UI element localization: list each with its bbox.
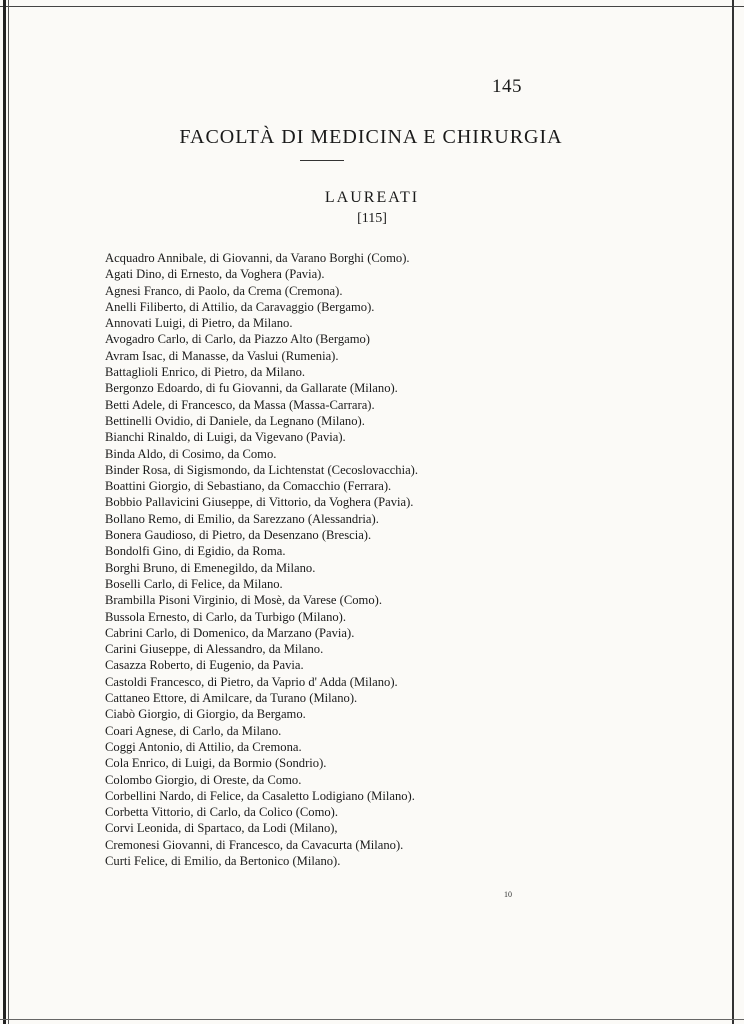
list-item: Casazza Roberto, di Eugenio, da Pavia. — [105, 658, 304, 673]
list-item: Borghi Bruno, di Emenegildo, da Milano. — [105, 560, 316, 575]
faculty-title — [0, 126, 744, 149]
list-item: Bondolfi Gino, di Egidio, da Roma. — [105, 544, 286, 559]
list-item: Boselli Carlo, di Felice, da Milano. — [105, 576, 283, 591]
page-edge-bottom — [0, 1019, 744, 1020]
list-item: Bianchi Rinaldo, di Luigi, da Vigevano (Pavia). — [105, 430, 346, 445]
page-edge-right — [732, 0, 734, 1024]
list-item: Corbellini Nardo, di Felice, da Casaletto Lodigiano (Milano). — [105, 788, 415, 803]
list-item: Bettinelli Ovidio, di Daniele, da Legnano (Milano). — [105, 413, 365, 428]
list-item: Agati Dino, di Ernesto, da Voghera (Pavia). — [105, 267, 325, 282]
list-item: Binda Aldo, di Cosimo, da Como. — [105, 446, 277, 461]
list-item: Coggi Antonio, di Attilio, da Cremona. — [105, 739, 302, 754]
list-item: Acquadro Annibale, di Giovanni, da Varano Borghi (Como). — [105, 251, 410, 265]
list-item: Bollano Remo, di Emilio, da Sarezzano (Alessandria). — [105, 511, 379, 526]
list-item: Bonera Gaudioso, di Pietro, da Desenzano (Brescia). — [105, 528, 372, 543]
list-item: Anelli Filiberto, di Attilio, da Caravaggio (Bergamo). — [105, 299, 375, 314]
list-item: Colombo Giorgio, di Oreste, da Como. — [105, 772, 302, 787]
list-item: Agnesi Franco, di Paolo, da Crema (Cremona). — [105, 283, 343, 298]
page-edge-top — [0, 6, 744, 7]
list-item: Bobbio Pallavicini Giuseppe, di Vittorio, da Voghera (Pavia). — [105, 495, 414, 510]
list-item: Betti Adele, di Francesco, da Massa (Massa-Carrara). — [105, 397, 375, 412]
list-item: Brambilla Pisoni Virginio, di Mosè, da Varese (Como). — [105, 593, 382, 608]
list-item: Bergonzo Edoardo, di fu Giovanni, da Gallarate (Milano). — [105, 381, 398, 396]
list-item: Cremonesi Giovanni, di Francesco, da Cavacurta (Milano). — [105, 837, 404, 852]
list-item: Cattaneo Ettore, di Amilcare, da Turano (Milano). — [105, 691, 358, 706]
page-edge-left-inner — [8, 0, 9, 1024]
list-item: Coari Agnese, di Carlo, da Milano. — [105, 723, 282, 738]
list-item: Corbetta Vittorio, di Carlo, da Colico (Como). — [105, 805, 339, 820]
graduate-count: [115] — [357, 211, 387, 226]
list-item: Annovati Luigi, di Pietro, da Milano. — [105, 316, 293, 331]
page-number: 145 — [492, 76, 522, 97]
signature-mark: 10 — [504, 890, 512, 899]
list-item: Castoldi Francesco, di Pietro, da Vaprio d' Adda (Milano). — [105, 674, 398, 689]
list-item: Battaglioli Enrico, di Pietro, da Milano. — [105, 365, 306, 380]
list-item: Cola Enrico, di Luigi, da Bormio (Sondrio). — [105, 756, 327, 771]
list-item: Avram Isac, di Manasse, da Vaslui (Rumenia). — [105, 348, 339, 363]
graduates-list — [105, 250, 525, 869]
faculty-title-text: FACOLTÀ DI MEDICINA E CHIRURGIA — [179, 126, 563, 148]
list-item: Carini Giuseppe, di Alessandro, da Milano. — [105, 642, 324, 657]
list-item: Curti Felice, di Emilio, da Bertonico (Milano). — [105, 853, 341, 868]
page-edge-left — [3, 0, 6, 1024]
list-item: Bussola Ernesto, di Carlo, da Turbigo (Milano). — [105, 609, 347, 624]
section-title: LAUREATI — [324, 189, 420, 206]
title-rule — [300, 160, 344, 161]
list-item: Boattini Giorgio, di Sebastiano, da Comacchio (Ferrara). — [105, 479, 392, 494]
list-item: Ciabò Giorgio, di Giorgio, da Bergamo. — [105, 707, 306, 722]
list-item: Avogadro Carlo, di Carlo, da Piazzo Alto (Bergamo) — [105, 332, 370, 347]
list-item: Binder Rosa, di Sigismondo, da Lichtenstat (Cecoslovacchia). — [105, 462, 419, 477]
list-item: Corvi Leonida, di Spartaco, da Lodi (Milano), — [105, 821, 338, 836]
list-item: Cabrini Carlo, di Domenico, da Marzano (Pavia). — [105, 625, 355, 640]
